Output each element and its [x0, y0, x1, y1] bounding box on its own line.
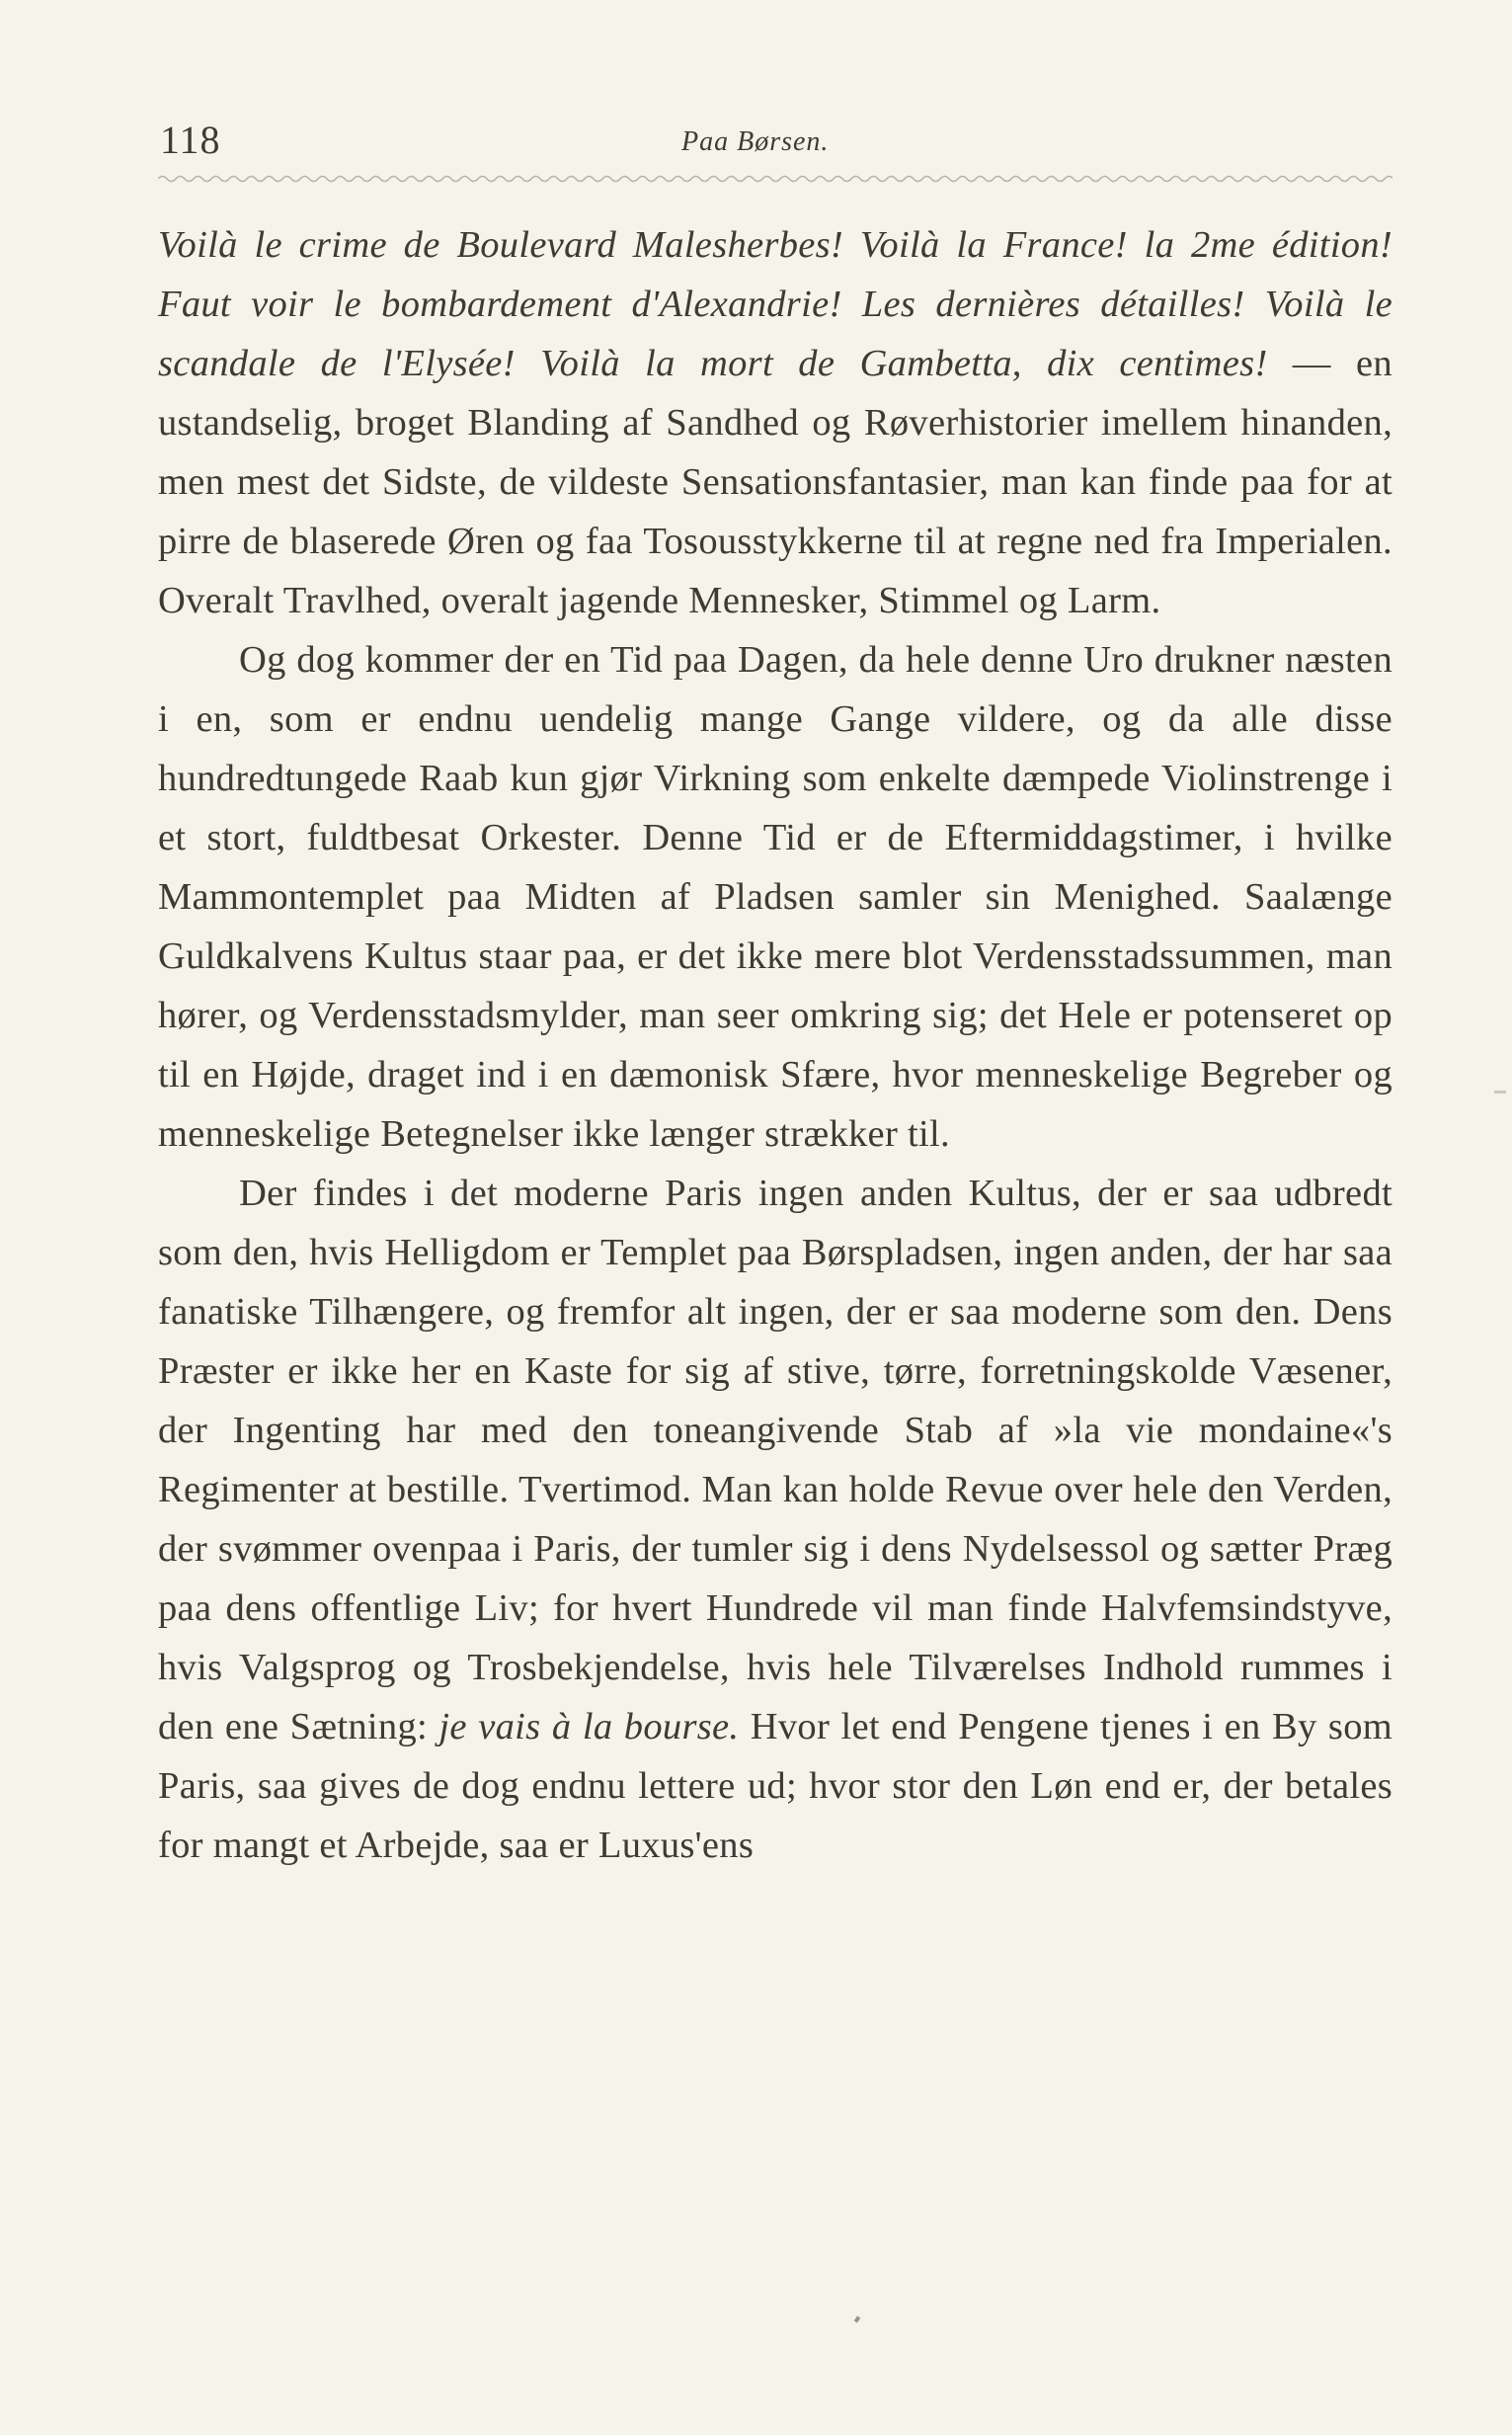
ink-speck [854, 2315, 861, 2322]
page-number: 118 [160, 118, 221, 162]
body-text [158, 215, 1393, 1875]
running-head: Paa Børsen. [681, 126, 830, 157]
paragraph-1 [158, 215, 1393, 630]
paragraph-3 [158, 1164, 1393, 1875]
ornamental-rule [158, 172, 1393, 186]
paragraph-3-text-end: Hvor let end Pengene tjenes i en By som Paris, saa gives de dog endnu lettere ud; hvor stor den Løn end er, der betales for mangt et Arbejde, saa er Luxus'ens [158, 1706, 1393, 1866]
paragraph-3-text-start: Der findes i det moderne Paris ingen anden Kultus, der er saa udbredt som den, hvis Helligdom er Templet paa Børspladsen, ingen anden, der har saa fanatiske Tilhængere, og fremfor alt ingen, der er saa moderne som den. Dens Præster er ikke her en Kaste for sig af stive, tørre, forretningskolde Væsener, der Ingenting har med den toneangivende Stab af »la vie mondaine«'s Regimenter at bestille. Tvertimod. Man kan holde Revue over hele den Verden, der svømmer ovenpaa i Paris, der tumler sig i dens Nydelsessol og sætter Præg paa dens offentlige Liv; for hvert Hundrede vil man finde Halvfemsindstyve, hvis Valgsprog og Trosbekjendelse, hvis hele Tilværelses Indhold rummes i den ene Sætning: [158, 1173, 1393, 1747]
paragraph-1-italic-quote: Voilà le crime de Boulevard Malesherbes! Voilà la France! la 2me édition! Faut voir le bombardement d'Alexandrie! Les dernières détailles! Voilà le scandale de l'Elysée! Voilà la mort de Gambetta, dix centimes! [158, 224, 1393, 384]
margin-mark [1494, 1091, 1506, 1094]
paragraph-3-italic-phrase: je vais à la bourse. [438, 1706, 740, 1747]
paragraph-1-text: — en ustandselig, broget Blanding af Sandhed og Røverhistorier imellem hinanden, men mest det Sidste, de vildeste Sensationsfantasier, man kan finde paa for at pirre de blaserede Øren og faa Tosousstykkerne til at regne ned fra Imperialen. Overalt Travlhed, overalt jagende Mennesker, Stimmel og Larm. [158, 343, 1393, 621]
paragraph-2: Og dog kommer der en Tid paa Dagen, da hele denne Uro drukner næsten i en, som er endnu uendelig mange Gange vildere, og da alle disse hundredtungede Raab kun gjør Virkning som enkelte dæmpede Violinstrenge i et stort, fuldtbesat Orkester. Denne Tid er de Eftermiddagstimer, i hvilke Mammontemplet paa Midten af Pladsen samler sin Menighed. Saalænge Guldkalvens Kultus staar paa, er det ikke mere blot Verdensstadssummen, man hører, og Verdensstadsmylder, man seer omkring sig; det Hele er potenseret op til en Højde, draget ind i en dæmonisk Sfære, hvor menneskelige Begreber og menneskelige Betegnelser ikke længer strækker til. [158, 639, 1393, 1155]
